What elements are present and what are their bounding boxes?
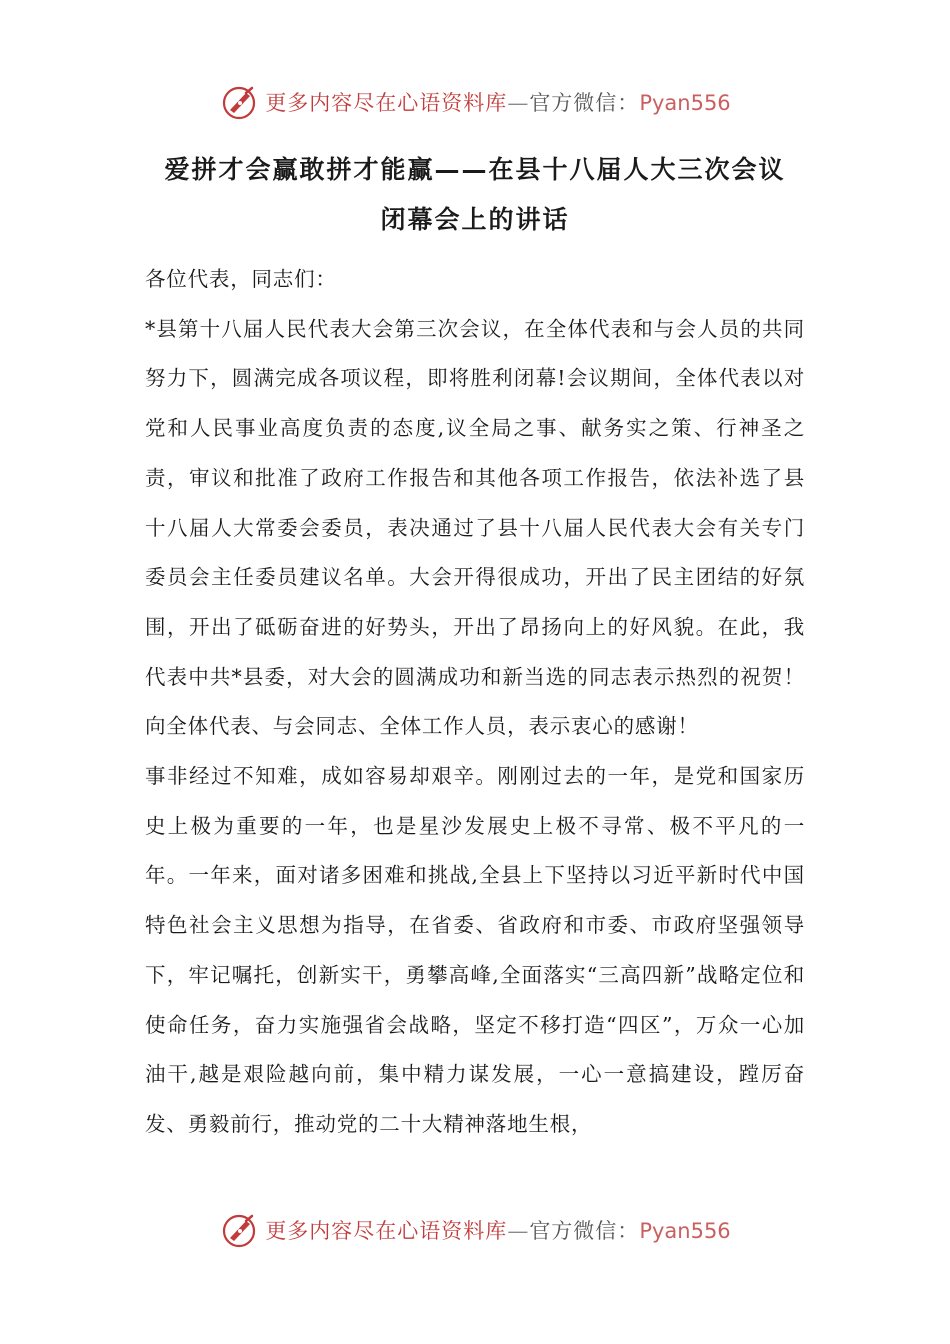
watermark-banner-bottom	[0, 1208, 950, 1252]
watermark-wechat-id: Pyan556	[639, 1219, 731, 1243]
watermark-wechat-label: 官方微信：	[529, 1219, 640, 1243]
watermark-separator: —	[507, 91, 530, 115]
watermark-separator: —	[507, 1219, 530, 1243]
document-title-line2: 闭幕会上的讲话	[380, 205, 570, 234]
document-title-line1: 爱拼才会赢敢拼才能赢——在县十八届人大三次会议	[164, 155, 786, 184]
watermark-text	[265, 1215, 730, 1245]
paragraph: 事非经过不知难，成如容易却艰辛。刚刚过去的一年，是党和国家历史上极为重要的一年，也是星沙发展史上极不寻常、极不平凡的一年。一年来，面对诸多困难和挑战,全县上下坚持以习近平新时代中国特色社会主义思想为指导，在省委、省政府和市委、市政府坚强领导下，牢记嘱托，创新实干，勇攀高峰,全面落实“三高四新”战略定位和使命任务，奋力实施强省会战略，坚定不移打造“四区”，万众一心加油干,越是艰险越向前，集中精力谋发展，一心一意搞建设，蹚厉奋发、勇毅前行，推动党的二十大精神落地生根，	[145, 764, 805, 1136]
document-body	[145, 255, 805, 1150]
watermark-title: 更多内容尽在心语资料库	[265, 1219, 508, 1243]
watermark-title: 更多内容尽在心语资料库	[265, 91, 508, 115]
watermark-banner-top	[0, 80, 950, 124]
pen-nib-circle-icon	[219, 1210, 259, 1250]
watermark-text	[265, 87, 730, 117]
watermark-wechat-label: 官方微信：	[529, 91, 640, 115]
pen-nib-circle-icon	[219, 82, 259, 122]
paragraph: *县第十八届人民代表大会第三次会议，在全体代表和与会人员的共同努力下，圆满完成各项议程，即将胜利闭幕!会议期间，全体代表以对党和人民事业高度负责的态度,议全局之事、献务实之策、行神圣之责，审议和批准了政府工作报告和其他各项工作报告，依法补选了县十八届人大常委会委员，表决通过了县十八届人民代表大会有关专门委员会主任委员建议名单。大会开得很成功，开出了民主团结的好氛围，开出了砥砺奋进的好势头，开出了昂扬向上的好风貌。在此，我代表中共*县委，对大会的圆满成功和新当选的同志表示热烈的祝贺！向全体代表、与会同志、全体工作人员，表示衷心的感谢！	[145, 316, 805, 739]
salutation: 各位代表，同志们：	[145, 267, 337, 291]
watermark-wechat-id: Pyan556	[639, 91, 731, 115]
